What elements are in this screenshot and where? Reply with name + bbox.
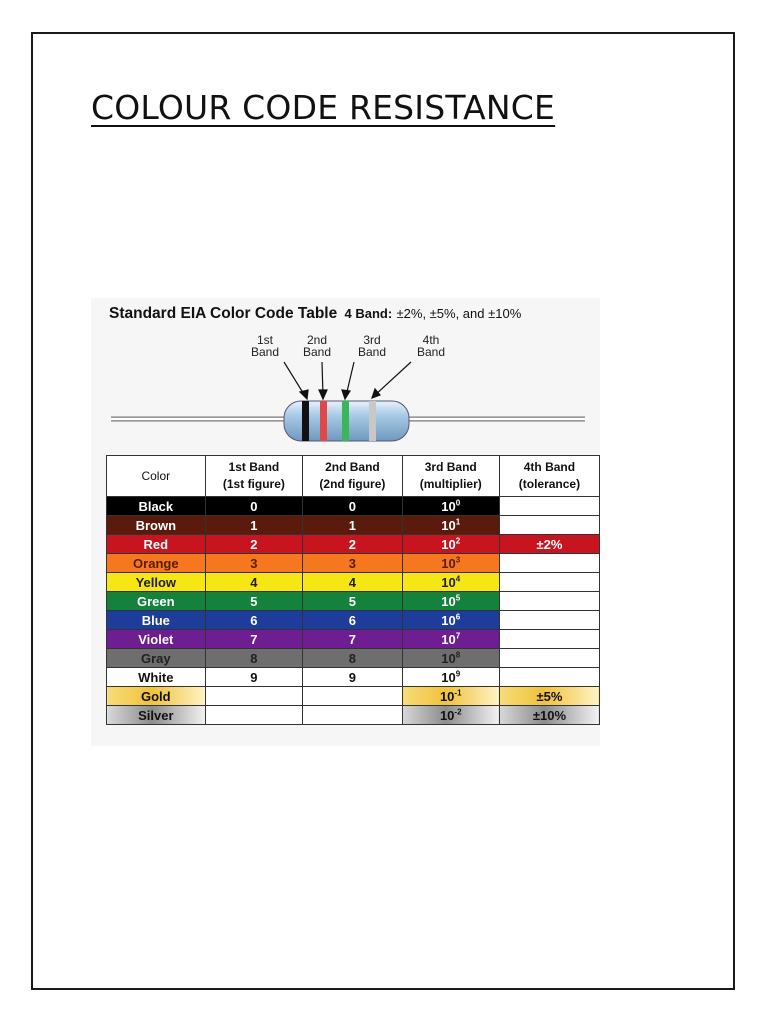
color-code-figure (91, 298, 600, 746)
band-label-3: 3rd Band (357, 333, 387, 359)
cell-tolerance: ±2% (499, 535, 599, 554)
table-row (107, 668, 600, 687)
header-band-2: 2nd Band (2nd figure) (303, 456, 402, 497)
header-band-1: 1st Band (1st figure) (205, 456, 303, 497)
cell-tolerance (499, 516, 599, 535)
cell-band-2: 3 (303, 554, 402, 573)
table-row (107, 592, 600, 611)
cell-tolerance (499, 649, 599, 668)
cell-tolerance (499, 497, 599, 516)
table-row (107, 516, 600, 535)
resistor-band-4 (369, 401, 376, 441)
cell-band-1: 7 (205, 630, 303, 649)
cell-color-name: Black (107, 497, 206, 516)
header-band-3: 3rd Band (multiplier) (402, 456, 499, 497)
cell-band-1: 9 (205, 668, 303, 687)
cell-band-1: 5 (205, 592, 303, 611)
cell-band-1: 1 (205, 516, 303, 535)
band-label-1: 1st Band (250, 333, 280, 359)
band-pointer-4 (374, 362, 411, 396)
cell-color-name: Silver (107, 706, 206, 725)
cell-multiplier: $10^{-2}$ (402, 706, 499, 725)
resistor-band-1 (302, 401, 309, 441)
cell-band-1: 3 (205, 554, 303, 573)
cell-band-1: 0 (205, 497, 303, 516)
cell-color-name: Orange (107, 554, 206, 573)
cell-color-name: Green (107, 592, 206, 611)
table-row (107, 706, 600, 725)
cell-band-2: 1 (303, 516, 402, 535)
cell-multiplier: $10^7$ (402, 630, 499, 649)
table-body (107, 497, 600, 725)
cell-color-name: Yellow (107, 573, 206, 592)
cell-tolerance (499, 554, 599, 573)
cell-band-2: 6 (303, 611, 402, 630)
figure-tolerance-note: ±2%, ±5%, and ±10% (396, 306, 522, 321)
cell-multiplier: $10^8$ (402, 649, 499, 668)
cell-multiplier: $10^2$ (402, 535, 499, 554)
cell-tolerance (499, 668, 599, 687)
cell-multiplier: $10^6$ (402, 611, 499, 630)
band-label-4: 4th Band (416, 333, 446, 359)
cell-color-name: Gray (107, 649, 206, 668)
table-row (107, 630, 600, 649)
cell-multiplier: $10^5$ (402, 592, 499, 611)
cell-color-name: Brown (107, 516, 206, 535)
cell-tolerance (499, 611, 599, 630)
cell-band-2 (303, 687, 402, 706)
cell-multiplier: $10^0$ (402, 497, 499, 516)
cell-band-2: 9 (303, 668, 402, 687)
cell-color-name: Gold (107, 687, 206, 706)
cell-band-2: 5 (303, 592, 402, 611)
table-row (107, 554, 600, 573)
cell-color-name: White (107, 668, 206, 687)
cell-color-name: Blue (107, 611, 206, 630)
cell-multiplier: $10^3$ (402, 554, 499, 573)
table-header-row (107, 456, 600, 497)
cell-color-name: Red (107, 535, 206, 554)
figure-heading-main: Standard EIA Color Code Table (109, 305, 338, 322)
cell-multiplier: $10^1$ (402, 516, 499, 535)
cell-band-2 (303, 706, 402, 725)
cell-band-2: 7 (303, 630, 402, 649)
cell-tolerance (499, 592, 599, 611)
cell-band-1: 4 (205, 573, 303, 592)
cell-band-2: 8 (303, 649, 402, 668)
cell-band-2: 0 (303, 497, 402, 516)
header-band-4: 4th Band (tolerance) (499, 456, 599, 497)
table-row (107, 535, 600, 554)
cell-tolerance: ±5% (499, 687, 599, 706)
cell-multiplier: $10^{-1}$ (402, 687, 499, 706)
resistor-band-3 (342, 401, 349, 441)
resistor-diagram (91, 298, 600, 458)
cell-band-2: 4 (303, 573, 402, 592)
cell-tolerance (499, 573, 599, 592)
cell-band-1: 2 (205, 535, 303, 554)
cell-band-1 (205, 706, 303, 725)
table-row (107, 611, 600, 630)
cell-band-1 (205, 687, 303, 706)
cell-band-1: 6 (205, 611, 303, 630)
table-row (107, 687, 600, 706)
figure-band-heading: 4 Band: (344, 306, 393, 321)
table-row (107, 497, 600, 516)
cell-band-2: 2 (303, 535, 402, 554)
cell-multiplier: $10^4$ (402, 573, 499, 592)
cell-tolerance (499, 630, 599, 649)
cell-multiplier: $10^9$ (402, 668, 499, 687)
band-label-2: 2nd Band (302, 333, 332, 359)
resistor-band-2 (320, 401, 327, 441)
color-code-table (106, 455, 600, 725)
page-title: COLOUR CODE RESISTANCE (91, 88, 556, 127)
band-pointer-1 (284, 362, 305, 396)
header-color: Color (107, 456, 206, 497)
cell-tolerance: ±10% (499, 706, 599, 725)
table-row (107, 649, 600, 668)
cell-band-1: 8 (205, 649, 303, 668)
table-row (107, 573, 600, 592)
cell-color-name: Violet (107, 630, 206, 649)
